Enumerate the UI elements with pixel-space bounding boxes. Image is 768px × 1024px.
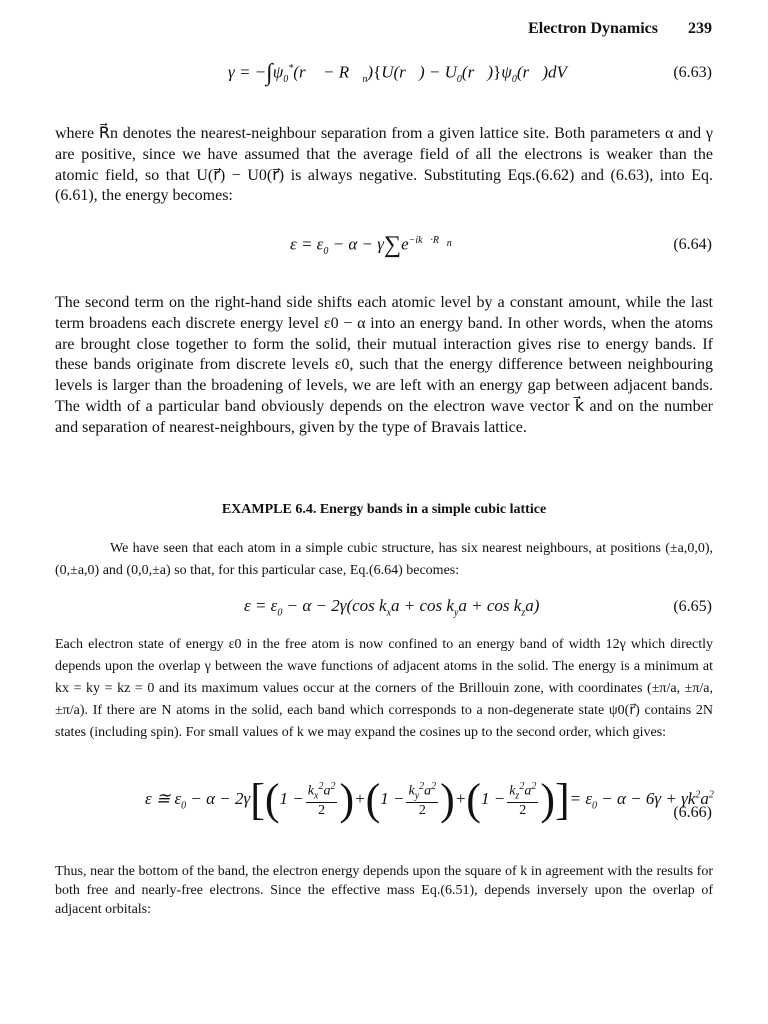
equation-6-64-body: $\varepsilon = \varepsilon_0 - \alpha - \gamma\sum e^{-ik⃗\cdot R⃗_n}$ bbox=[290, 232, 452, 258]
paragraph-5: Thus, near the bottom of the band, the electron energy depends upon the square of k in agreement with the results for both free and nearly-free electrons. Since the effective mass Eq.(6.51), depends inversely upon the overlap of adjacent orbitals: bbox=[55, 864, 713, 917]
equation-6-66-number: (6.66) bbox=[673, 804, 712, 821]
paragraph-2: The second term on the right-hand side shifts each atomic level by a constant amount, while the last term broadens each discrete energy level ε0 − α into an energy band. In other words, when the atoms are brought close together to form the solid, their mutual interaction gives rise to energy bands. If these bands originate from discrete levels ε0, such that the energy difference between neighbouring levels is larger than the broadening of levels, we are left with an energy gap between adjacent bands. The width of a particular band obviously depends on the electron wave vector k⃗ and on the number and separation of nearest-neighbours, given by the type of Bravais lattice. bbox=[55, 294, 713, 436]
example-heading: EXAMPLE 6.4. Energy bands in a simple cubic lattice bbox=[221, 502, 547, 517]
header-title: Electron Dynamics bbox=[528, 20, 658, 37]
paragraph-4: Each electron state of energy ε0 in the free atom is now confined to an energy band of width 12γ which directly depends upon the overlap γ between the wave functions of adjacent atoms in the solid. The energy is a minimum at kx = ky = kz = 0 and its maximum values occur at the corners of the Brillouin zone, with coordinates (±π/a, ±π/a, ±π/a). If there are N atoms in the solid, each band which corresponds to a non-degenerate state ψ0(r⃗) contains 2N states (including spin). For small values of k we may expand the cosines up to the second order, which gives: bbox=[55, 637, 713, 740]
page-number: 239 bbox=[688, 20, 712, 37]
equation-6-66-body: ε ≅ $\varepsilon_0 - \alpha - 2\gamma[(1$ − $\frac{k_x^2a^2}{2}$ )+(1 − $\frac{k_y^2a^2}{2}$ )+(1 − $\frac{k_z^2a^2}{2}$ )]= $\varepsilon_0 - \alpha - 6\gamma + \gamma k^2a^2$ bbox=[145, 775, 714, 824]
equation-6-63-number: (6.63) bbox=[673, 64, 712, 81]
paragraph-1: where R⃗n denotes the nearest-neighbour separation from a given lattice site. Both parameters α and γ are positive, since we have assumed that the average field of all the electrons is weaker than the atomic field, so that U(r⃗) − U0(r⃗) is always negative. Substituting Eqs.(6.62) and (6.63), into Eq.(6.61), the energy becomes: bbox=[55, 125, 713, 205]
running-header bbox=[528, 20, 712, 38]
equation-6-64-number: (6.64) bbox=[673, 236, 712, 253]
paragraph-3: We have seen that each atom in a simple cubic structure, has six nearest neighbours, at positions (±a,0,0), (0,±a,0) and (0,0,±a) so that, for this particular case, Eq.(6.64) becomes: bbox=[55, 541, 713, 578]
equation-6-65-body: $\varepsilon = \varepsilon_0 - \alpha - 2\gamma(\cos$ $k_xa + \cos k_ya + \cos k_za$) bbox=[244, 596, 540, 619]
equation-6-63-body: $\gamma = -\int\psi_0^*(r⃗$ − $R⃗_n)\{U(r⃗)$ − $U_0(r⃗)\}\psi_0(r⃗)dV$ bbox=[228, 60, 567, 86]
equation-6-65-number: (6.65) bbox=[673, 598, 712, 615]
